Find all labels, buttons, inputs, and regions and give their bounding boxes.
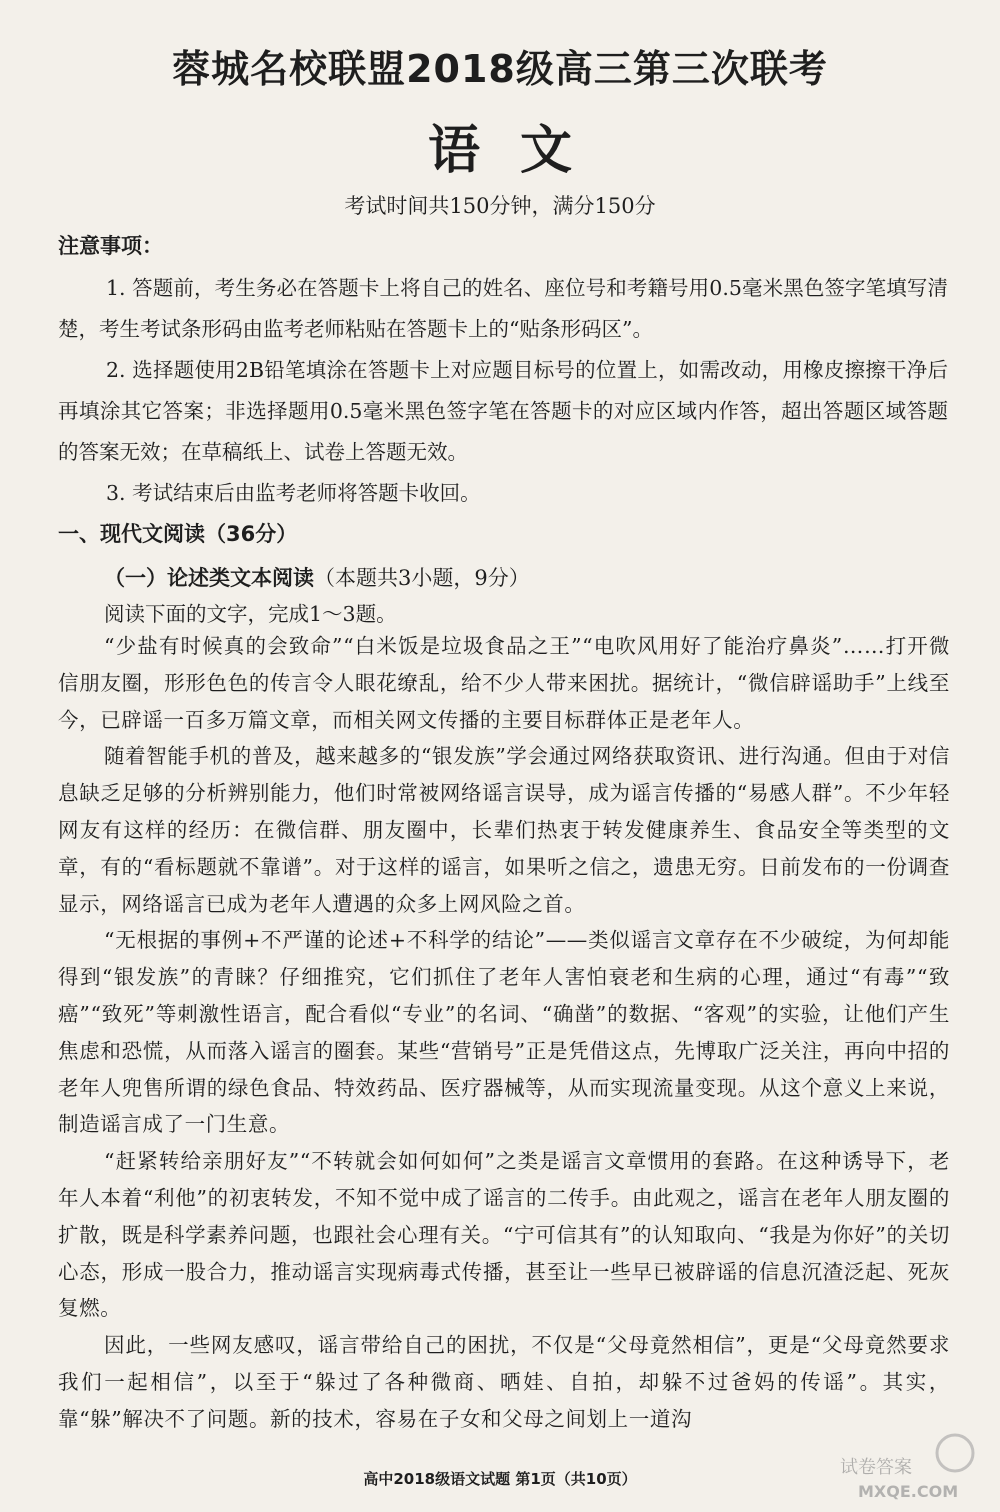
notes-heading: 注意事项： [58, 234, 163, 258]
reading-instruction: 阅读下面的文字，完成1～3题。 [104, 602, 397, 626]
note-item: 3. 考试结束后由监考老师将答题卡收回。 [106, 481, 481, 505]
page-footer: 高中2018级语文试题 第1页（共10页） [363, 1470, 637, 1488]
reading-passage [58, 628, 950, 1438]
watermark-text-bottom: MXQE.COM [858, 1482, 959, 1501]
subsection-score: （本题共3小题，9分） [314, 566, 530, 590]
subsection-title: （一）论述类文本阅读 [104, 566, 314, 590]
passage-paragraph: “少盐有时候真的会致命”“白米饭是垃圾食品之王”“电吹风用好了能治疗鼻炎”……打开微信朋友圈，形形色色的传言令人眼花缭乱，给不少人带来困扰。据统计，“微信辟谣助手”上线至今，已辟谣一百多万篇文章，而相关网文传播的主要目标群体正是老年人。 [58, 634, 950, 732]
passage-paragraph: “无根据的事例+不严谨的论述+不科学的结论”——类似谣言文章存在不少破绽，为何却能得到“银发族”的青睐？仔细推究，它们抓住了老年人害怕衰老和生病的心理，通过“有毒”“致癌”“致死”等刺激性语言，配合看似“专业”的名词、“确凿”的数据、“客观”的实验，让他们产生焦虑和恐慌，从而落入谣言的圈套。某些“营销号”正是凭借这点，先博取广泛关注，再向中招的老年人兜售所谓的绿色食品、特效药品、医疗器械等，从而实现流量变现。从这个意义上来说，制造谣言成了一门生意。 [58, 928, 950, 1137]
note-item: 1. 答题前，考生务必在答题卡上将自己的姓名、座位号和考籍号用0.5毫米黑色签字笔填写清楚，考生考试条形码由监考老师粘贴在答题卡上的“贴条形码区”。 [58, 276, 948, 341]
watermark-graphic [830, 1425, 990, 1505]
exam-time-info: 考试时间共150分钟，满分150分 [344, 194, 656, 218]
subsection-heading [104, 562, 530, 592]
passage-paragraph: “赶紧转给亲朋好友”“不转就会如何如何”之类是谣言文章惯用的套路。在这种诱导下，老年人本着“利他”的初衷转发，不知不觉中成了谣言的二传手。由此观之，谣言在老年人朋友圈的扩散，既是科学素养问题，也跟社会心理有关。“宁可信其有”的认知取向、“我是为你好”的关切心态，形成一股合力，推动谣言实现病毒式传播，甚至让一些早已被辟谣的信息沉渣泛起、死灰复燃。 [58, 1149, 950, 1321]
passage-paragraph: 随着智能手机的普及，越来越多的“银发族”学会通过网络获取资讯、进行沟通。但由于对信息缺乏足够的分析辨别能力，他们时常被网络谣言误导，成为谣言传播的“易感人群”。不少年轻网友有这样的经历：在微信群、朋友圈中，长辈们热衷于转发健康养生、食品安全等类型的文章，有的“看标题就不靠谱”。对于这样的谣言，如果听之信之，遗患无穷。日前发布的一份调查显示，网络谣言已成为老年人遭遇的众多上网风险之首。 [58, 744, 950, 916]
watermark-logo [830, 1425, 990, 1505]
watermark-text-top: 试卷答案 [840, 1457, 912, 1478]
passage-paragraph: 因此，一些网友感叹，谣言带给自己的困扰，不仅是“父母竟然相信”，更是“父母竟然要求我们一起相信”，以至于“躲过了各种微商、晒娃、自拍，却躲不过爸妈的传谣”。其实，靠“躲”解决不了问题。新的技术，容易在子女和父母之间划上一道沟 [58, 1333, 950, 1431]
note-item: 2. 选择题使用2B铅笔填涂在答题卡上对应题目标号的位置上，如需改动，用橡皮擦擦干净后再填涂其它答案；非选择题用0.5毫米黑色签字笔在答题卡的对应区域内作答，超出答题区域答题的答案无效；在草稿纸上、试卷上答题无效。 [58, 358, 948, 464]
subject-title: 语文 [427, 120, 612, 181]
section-heading: 一、现代文阅读（36分） [58, 522, 298, 546]
notes-list [58, 268, 948, 514]
exam-title: 蓉城名校联盟2018级高三第三次联考 [172, 47, 828, 91]
